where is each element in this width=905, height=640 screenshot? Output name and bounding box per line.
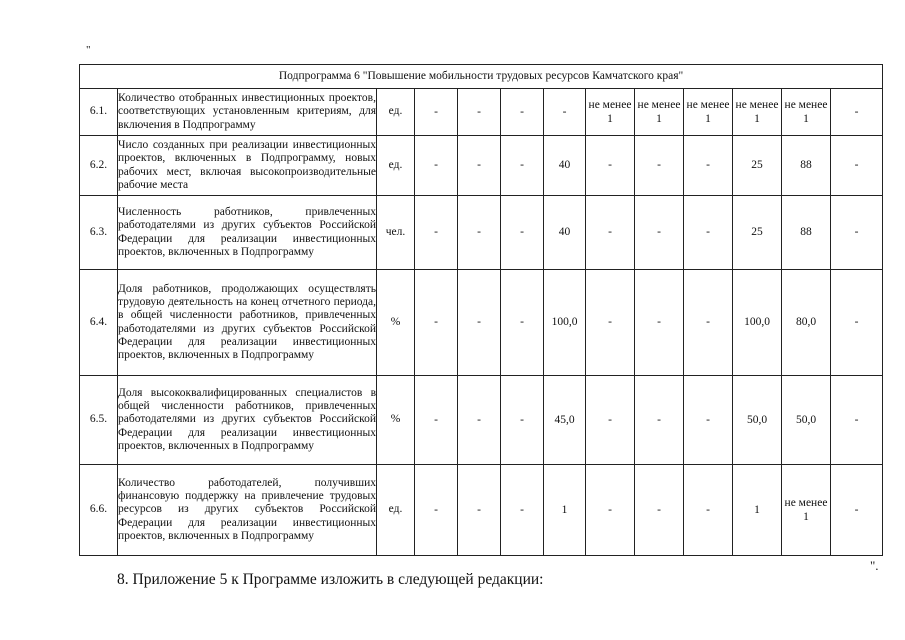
indicator-value-cell (586, 465, 635, 556)
indicator-value: 40 (558, 226, 571, 239)
indicator-unit: ед. (377, 136, 415, 196)
indicator-value: - (520, 316, 524, 329)
indicator-description: Количество отобранных инвестиционных проектов, соответствующих установленным критериям, для включения в Подпрограмму (118, 89, 377, 136)
indicator-value: не менее 1 (588, 98, 632, 125)
indicator-value: - (854, 316, 859, 329)
indicator-value: - (608, 413, 612, 426)
indicator-value-cell (635, 270, 684, 376)
indicator-value: не менее 1 (686, 98, 730, 125)
indicator-unit: % (377, 270, 415, 376)
indicator-value-cell (782, 465, 831, 556)
indicator-value-cell (544, 376, 586, 465)
indicator-unit: ед. (377, 89, 415, 136)
indicator-value-cell (501, 196, 544, 270)
subprogram-header-row (80, 65, 883, 89)
indicator-value-cell (458, 136, 501, 196)
indicator-value: 88 (800, 159, 812, 172)
indicator-value-cell (415, 89, 458, 136)
indicator-value-cell (684, 270, 733, 376)
indicator-value-cell (586, 136, 635, 196)
indicator-value-cell (684, 196, 733, 270)
indicator-value-cell (831, 196, 883, 270)
indicator-value: - (520, 413, 524, 426)
indicator-unit: чел. (377, 196, 415, 270)
next-paragraph: 8. Приложение 5 к Программе изложить в следующей редакции: (117, 571, 544, 588)
indicator-value: - (706, 159, 710, 172)
indicator-value: - (434, 413, 438, 426)
indicator-value: - (477, 503, 481, 516)
indicator-value: 50,0 (795, 413, 817, 426)
indicator-value-cell (733, 465, 782, 556)
indicator-row (80, 465, 883, 556)
indicator-value: - (657, 503, 661, 516)
indicator-unit: % (377, 376, 415, 465)
indicator-description: Доля работников, продолжающих осуществлять трудовую деятельность на конец отчетного периода, в общей численности работников, привлеченных работодателями из других субъектов Российской Федерации для реализации инвестиционных проектов, включенных в Подпрограмму (118, 270, 377, 376)
indicator-value: 1 (561, 503, 568, 516)
indicator-value-cell (544, 465, 586, 556)
indicator-value-cell (458, 376, 501, 465)
indicator-value-cell (415, 136, 458, 196)
indicator-number: 6.2. (80, 136, 118, 196)
indicator-value: - (477, 159, 481, 172)
indicator-description: Численность работников, привлеченных работодателями из других субъектов Российской Федерации для реализации инвестиционных проектов, включенных в Подпрограмму (118, 196, 377, 270)
indicator-value-cell (501, 465, 544, 556)
indicator-value-cell (458, 270, 501, 376)
indicator-value: - (854, 503, 859, 516)
indicator-value-cell (458, 465, 501, 556)
indicator-value: - (520, 503, 524, 516)
indicator-value-cell (501, 376, 544, 465)
indicator-value-cell (501, 136, 544, 196)
indicator-value: - (854, 413, 859, 426)
indicator-value-cell (635, 465, 684, 556)
indicator-value: - (477, 105, 481, 118)
indicator-value-cell (831, 376, 883, 465)
indicator-value-cell (544, 196, 586, 270)
indicator-value: не менее 1 (784, 98, 828, 125)
indicator-value: - (477, 316, 481, 329)
indicator-value-cell (684, 89, 733, 136)
indicator-value-cell (501, 270, 544, 376)
indicator-value: не менее 1 (784, 496, 828, 523)
indicator-description: Количество работодателей, получивших финансовую поддержку на привлечение трудовых ресурсов из других субъектов Российской Федерации для реализации инвестиционных проектов, включенных в Подпрограмму (118, 465, 377, 556)
indicator-value-cell (782, 136, 831, 196)
indicator-value-cell (684, 465, 733, 556)
indicator-value-cell (782, 89, 831, 136)
indicator-value: - (854, 226, 859, 239)
indicator-value-cell (831, 89, 883, 136)
indicator-unit: ед. (377, 465, 415, 556)
indicator-value-cell (635, 89, 684, 136)
indicator-value-cell (586, 270, 635, 376)
indicator-value: - (657, 159, 661, 172)
indicator-value: 25 (751, 159, 763, 172)
indicator-value: - (608, 503, 612, 516)
indicator-value-cell (544, 270, 586, 376)
indicator-value: не менее 1 (637, 98, 681, 125)
indicator-value-cell (544, 136, 586, 196)
indicator-value-cell (733, 136, 782, 196)
indicator-value: - (657, 316, 661, 329)
indicator-value: - (520, 105, 524, 118)
indicator-value-cell (733, 89, 782, 136)
indicator-value: 25 (751, 226, 763, 239)
indicator-value: 88 (800, 226, 812, 239)
indicator-value-cell (635, 136, 684, 196)
indicator-row (80, 196, 883, 270)
indicator-value-cell (684, 136, 733, 196)
indicator-value: - (477, 413, 481, 426)
indicator-value: - (608, 159, 612, 172)
indicator-value: - (657, 413, 661, 426)
indicator-value: 100,0 (551, 316, 578, 329)
indicator-value: 1 (754, 503, 760, 516)
indicator-value-cell (415, 376, 458, 465)
indicator-value-cell (733, 270, 782, 376)
indicator-value: 100,0 (744, 316, 770, 329)
indicator-value: 80,0 (795, 316, 817, 329)
indicator-value-cell (415, 196, 458, 270)
indicator-value: не менее 1 (735, 98, 779, 125)
indicator-value: - (434, 159, 438, 172)
indicator-value: - (706, 503, 710, 516)
indicator-description: Число созданных при реализации инвестиционных проектов, включенных в Подпрограмму, новых рабочих мест, включая высокопроизводительные рабочие места (118, 136, 377, 196)
indicator-description: Доля высококвалифицированных специалистов в общей численности работников, привлеченных работодателями из других субъектов Российской Федерации для реализации инвестиционных проектов, включенных в Подпрограмму (118, 376, 377, 465)
indicator-value-cell (635, 196, 684, 270)
indicator-value-cell (733, 376, 782, 465)
indicator-value: - (854, 105, 859, 118)
indicator-value-cell (458, 89, 501, 136)
indicator-value: - (562, 105, 567, 118)
indicator-value-cell (733, 196, 782, 270)
indicator-value-cell (458, 196, 501, 270)
indicator-value-cell (782, 376, 831, 465)
indicator-value-cell (782, 270, 831, 376)
indicator-number: 6.4. (80, 270, 118, 376)
indicator-value: - (434, 503, 438, 516)
indicator-value-cell (586, 89, 635, 136)
indicator-value: - (434, 226, 438, 239)
indicator-row (80, 270, 883, 376)
indicator-value: 40 (558, 159, 571, 172)
indicator-value: - (706, 413, 710, 426)
indicator-value: - (706, 226, 710, 239)
indicator-value-cell (415, 465, 458, 556)
indicator-value-cell (415, 270, 458, 376)
indicator-value-cell (831, 136, 883, 196)
indicator-row (80, 136, 883, 196)
indicator-value-cell (586, 376, 635, 465)
indicator-value: - (608, 316, 612, 329)
opening-quote: " (86, 44, 91, 56)
indicator-value: - (706, 316, 710, 329)
indicator-value-cell (501, 89, 544, 136)
indicators-table (79, 64, 883, 556)
indicator-value-cell (544, 89, 586, 136)
indicator-value: - (854, 159, 859, 172)
indicator-number: 6.5. (80, 376, 118, 465)
indicator-value: - (657, 226, 661, 239)
indicator-value-cell (831, 270, 883, 376)
indicator-number: 6.3. (80, 196, 118, 270)
indicator-value: - (520, 226, 524, 239)
indicator-value-cell (831, 465, 883, 556)
indicator-value: 50,0 (746, 413, 768, 426)
indicator-value-cell (586, 196, 635, 270)
indicator-number: 6.1. (80, 89, 118, 136)
indicator-value: - (520, 159, 524, 172)
indicator-value: - (434, 316, 438, 329)
indicator-value: 45,0 (554, 413, 575, 426)
indicator-row (80, 376, 883, 465)
closing-quote: ". (870, 558, 879, 573)
indicator-value: - (434, 105, 438, 118)
indicator-value-cell (684, 376, 733, 465)
indicator-number: 6.6. (80, 465, 118, 556)
indicator-value-cell (782, 196, 831, 270)
indicator-value: - (608, 226, 612, 239)
subprogram-title: Подпрограмма 6 "Повышение мобильности трудовых ресурсов Камчатского края" (80, 65, 883, 89)
indicator-value-cell (635, 376, 684, 465)
indicator-value: - (477, 226, 481, 239)
indicator-row (80, 89, 883, 136)
